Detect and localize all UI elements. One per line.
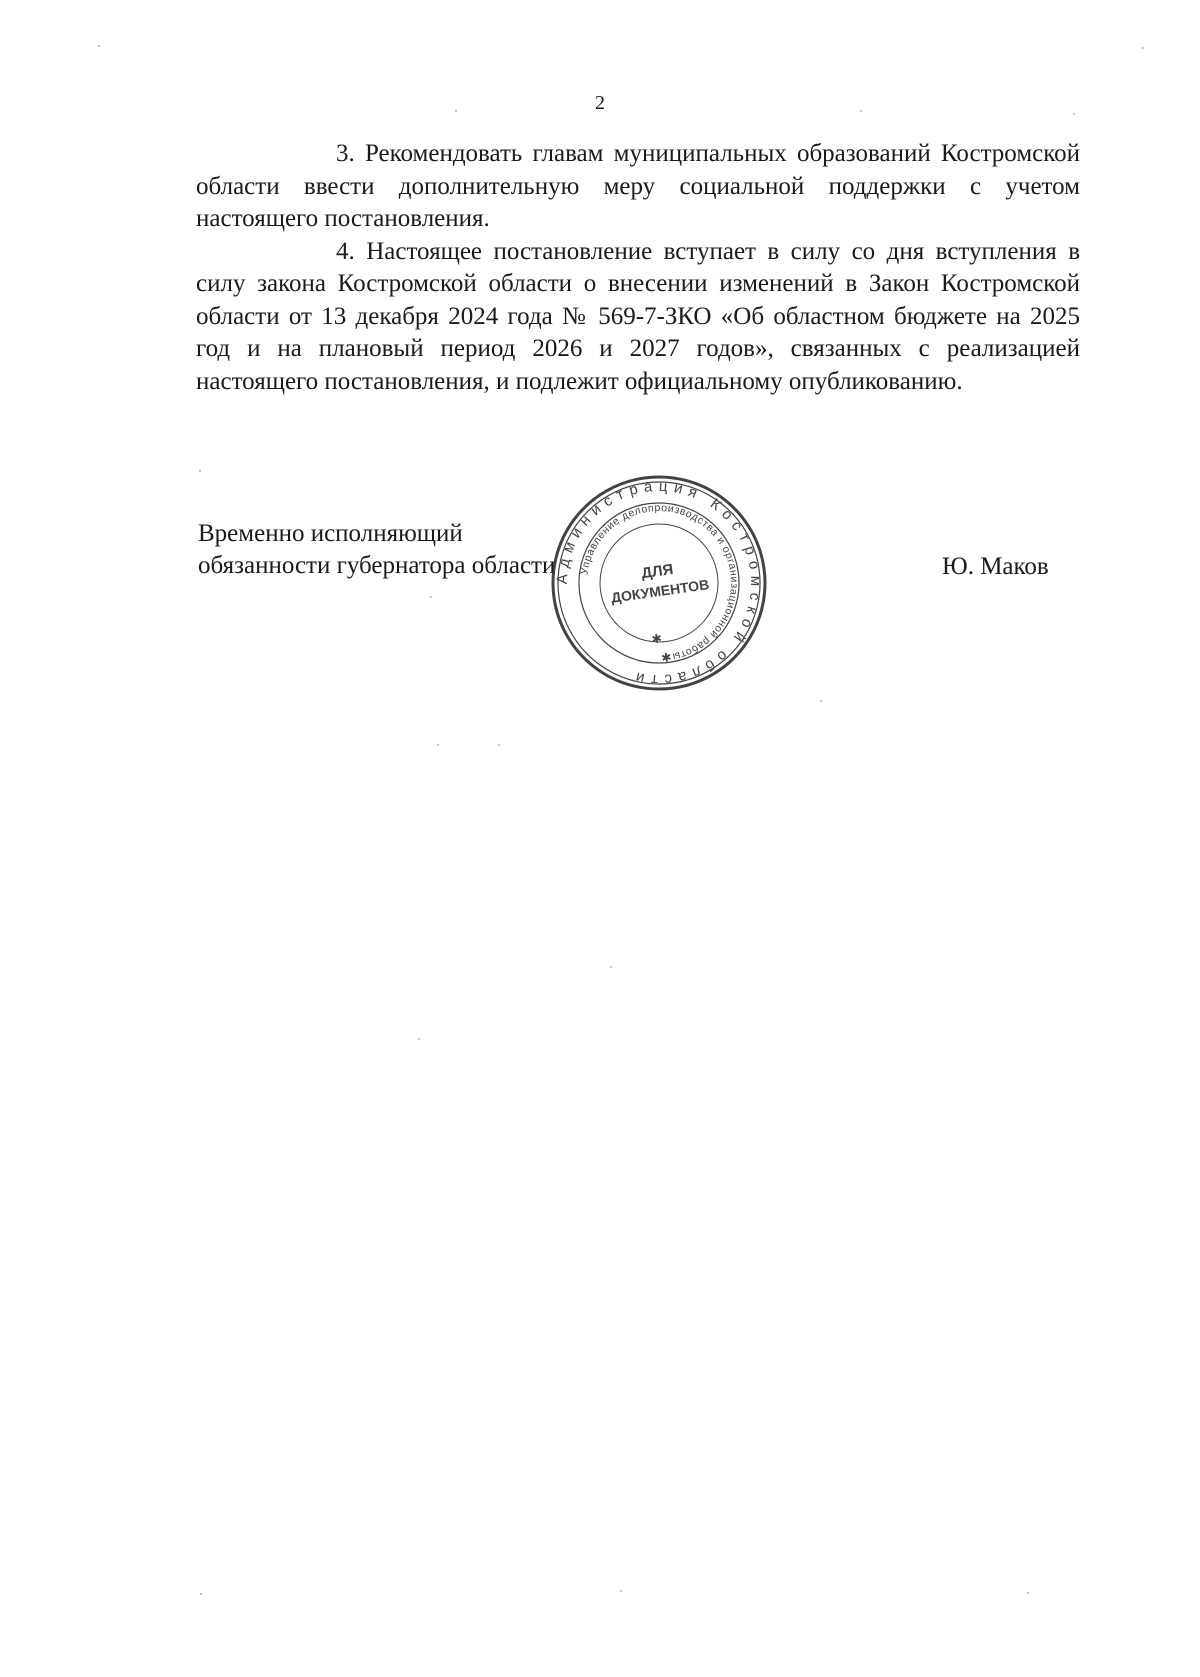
paragraph-text: Настоящее постановление вступает в силу со дня вступления в силу закона Костромской области о внесении изменений в Закон Костромской области от 13 декабря 2024 года № 569-7-ЗКО «Об областном бюджете на 2025 год и на плановый период 2026 и 2027 годов», связанных с реализацией настоящего постановления, и подлежит официальному опубликованию. <box>196 237 1080 395</box>
scan-speck <box>199 470 201 472</box>
paragraph-number: 4. <box>336 237 355 265</box>
page-number: 2 <box>595 92 605 114</box>
star-icon: ✱ <box>660 650 673 666</box>
seal-graphic <box>534 458 785 709</box>
seal-outer-text: Администрация Костромской области <box>553 477 765 689</box>
scan-speck <box>860 110 862 112</box>
document-body <box>196 138 1080 398</box>
paragraph-3 <box>196 138 1080 236</box>
official-seal <box>534 458 785 709</box>
signatory-position <box>198 518 555 582</box>
seal-center-line-1: ДЛЯ <box>640 560 675 583</box>
scan-speck <box>418 1038 420 1040</box>
scan-speck <box>430 596 432 598</box>
position-line-1: Временно исполняющий <box>198 520 463 547</box>
scan-speck <box>1027 1592 1029 1594</box>
scan-speck <box>455 110 457 112</box>
scan-speck <box>437 744 439 746</box>
paragraph-text: Рекомендовать главам муниципальных образований Костромской области ввести дополнительную меру социальной поддержки с учетом настоящего постановления. <box>196 140 1081 232</box>
signatory-name: Ю. Маков <box>942 553 1049 580</box>
seal-inner-text: Управление делопроизводства и организационной работы <box>578 501 741 663</box>
star-icon: ✱ <box>650 631 663 647</box>
scan-speck <box>200 1593 202 1595</box>
scan-speck <box>98 45 100 47</box>
scan-speck <box>620 1590 622 1592</box>
paragraph-number: 3. <box>336 140 355 167</box>
scan-speck <box>820 700 822 702</box>
scan-speck <box>498 744 500 746</box>
scan-speck <box>1142 47 1144 49</box>
seal-center-line-2: ДОКУМЕНТОВ <box>610 576 711 606</box>
position-line-2: обязанности губернатора области <box>198 552 556 579</box>
scan-speck <box>1073 113 1075 115</box>
paragraph-4 <box>196 236 1080 399</box>
scan-speck <box>610 966 612 968</box>
